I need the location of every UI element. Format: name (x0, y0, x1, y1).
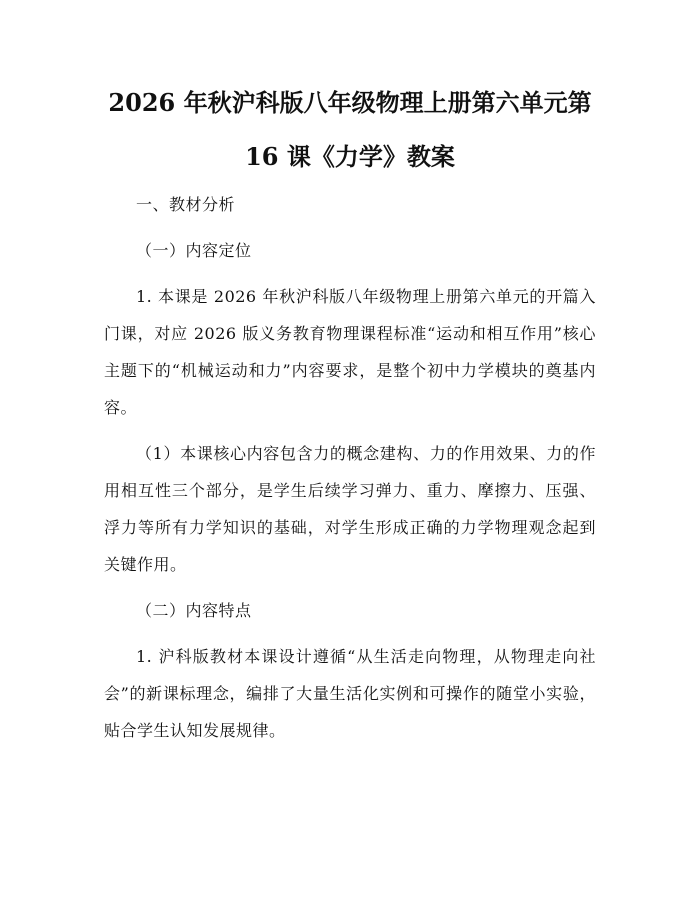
paragraph-core-content: （1）本课核心内容包含力的概念建构、力的作用效果、力的作用相互性三个部分，是学生后续学习弹力、重力、摩擦力、压强、浮力等所有力学知识的基础，对学生形成正确的力学物理观念起到关键作用。 (104, 444, 596, 574)
subsection-heading-content-positioning: （一）内容定位 (136, 241, 252, 260)
document-title-line-1: 2026 年秋沪科版八年级物理上册第六单元第 (108, 88, 592, 117)
document-title (90, 76, 610, 184)
subsection-heading-content-features: （二）内容特点 (136, 601, 252, 620)
section-heading-textbook-analysis: 一、教材分析 (136, 195, 236, 214)
paragraph-lesson-overview: 1. 本课是 2026 年秋沪科版八年级物理上册第六单元的开篇入门课，对应 2026 版义务教育物理课程标准“运动和相互作用”核心主题下的“机械运动和力”内容要求，是整个初中力学模块的奠基内容。 (104, 287, 596, 417)
paragraph-textbook-design: 1. 沪科版教材本课设计遵循“从生活走向物理，从物理走向社会”的新课标理念，编排了大量生活化实例和可操作的随堂小实验，贴合学生认知发展规律。 (104, 647, 596, 740)
document-body (104, 186, 596, 749)
document-title-line-2: 16 课《力学》教案 (245, 142, 455, 171)
